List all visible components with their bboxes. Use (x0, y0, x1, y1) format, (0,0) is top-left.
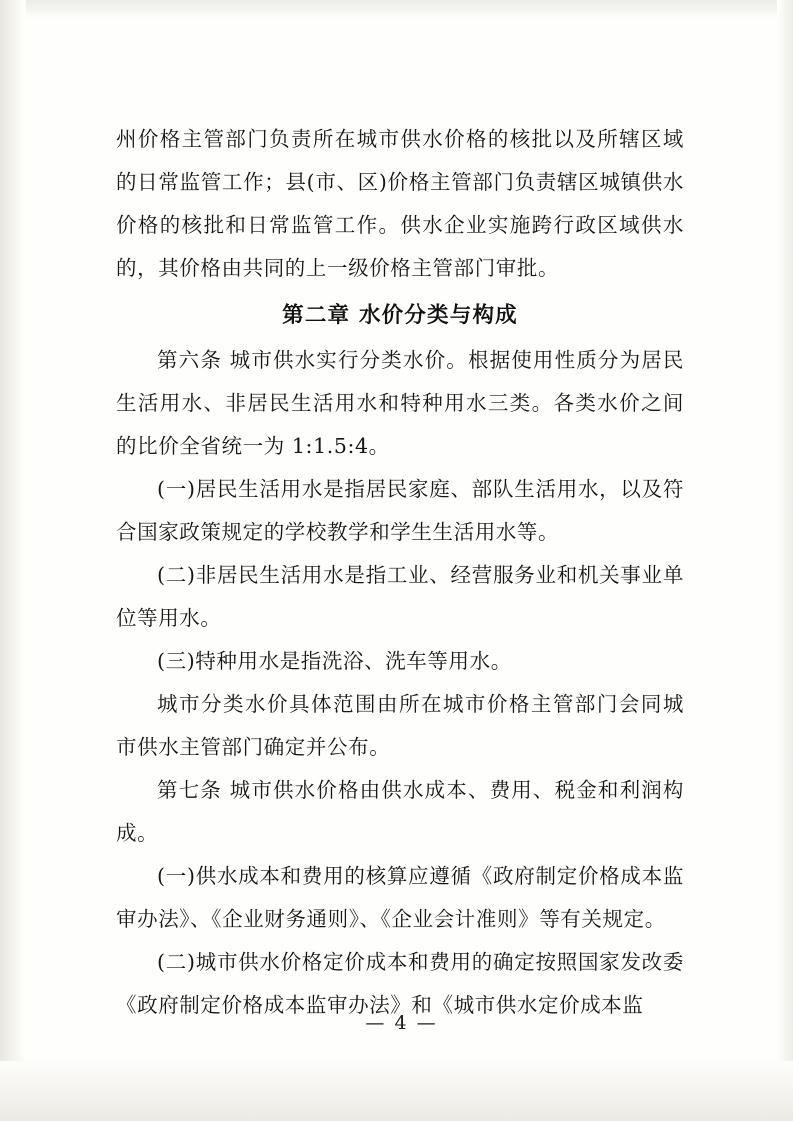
page-footer (0, 1012, 793, 1034)
article-7-paragraph: 第七条 城市供水价格由供水成本、费用、税金和利润构成。 (116, 778, 684, 845)
article-6-closing-paragraph: 城市分类水价具体范围由所在城市价格主管部门会同城市供水主管部门确定并公布。 (116, 692, 684, 759)
scan-shadow-left (0, 0, 26, 1121)
chapter-heading: 第二章 水价分类与构成 (282, 303, 518, 328)
document-body (116, 118, 684, 1027)
scan-shadow-top (0, 0, 793, 18)
article-6-item-3: (三)特种用水是指洗浴、洗车等用水。 (157, 649, 512, 673)
article-7-item-1: (一)供水成本和费用的核算应遵循《政府制定价格成本监审办法》、《企业财务通则》、《企业会计准则》等有关规定。 (116, 864, 684, 931)
article-7-item-2: (二)城市供水价格定价成本和费用的确定按照国家发改委《政府制定价格成本监审办法》和《城市供水定价成本监 (116, 950, 684, 1017)
article-6-paragraph: 第六条 城市供水实行分类水价。根据使用性质分为居民生活用水、非居民生活用水和特种用水三类。各类水价之间的比价全省统一为 1:1.5:4。 (116, 348, 684, 458)
scan-shadow-bottom (0, 1061, 793, 1121)
paragraph-continuation: 州价格主管部门负责所在城市供水价格的核批以及所辖区域的日常监管工作；县(市、区)价格主管部门负责辖区城镇供水价格的核批和日常监管工作。供水企业实施跨行政区域供水的，其价格由共同的上一级价格主管部门审批。 (116, 127, 684, 280)
article-6-item-1: (一)居民生活用水是指居民家庭、部队生活用水，以及符合国家政策规定的学校教学和学生生活用水等。 (116, 477, 684, 544)
page-number: — 4 — (365, 1012, 438, 1034)
scan-shadow-right (777, 0, 793, 1121)
article-6-item-2: (二)非居民生活用水是指工业、经营服务业和机关事业单位等用水。 (116, 563, 684, 630)
